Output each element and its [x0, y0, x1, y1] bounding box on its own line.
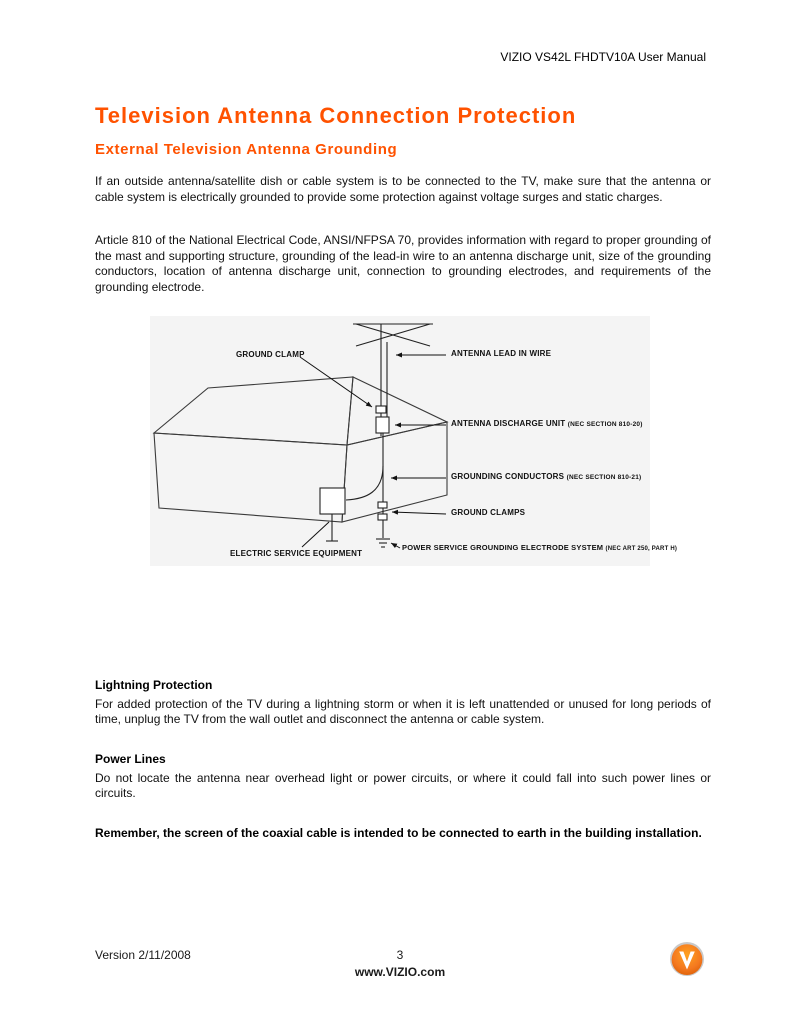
nec-code-paragraph: Article 810 of the National Electrical Code, ANSI/NFPSA 70, provides information with regard to proper grounding of the mast and supporting structure, grounding of the lead-in wire to an antenna discharge unit, size of the grounding conductors, location of antenna discharge unit, connection to grounding electrodes, and requirements of the grounding electrode.: [95, 233, 711, 294]
label-discharge-text: ANTENNA DISCHARGE UNIT: [451, 418, 566, 428]
label-grounding-conductors: [451, 472, 641, 481]
label-antenna-discharge-unit: [451, 419, 643, 428]
vizio-logo-icon: [669, 941, 705, 977]
label-conductors-sub: (NEC SECTION 810-21): [566, 473, 642, 481]
lightning-protection-heading: Lightning Protection: [95, 677, 213, 692]
label-antenna-lead-in-wire: [451, 349, 551, 358]
document-header-title: VIZIO VS42L FHDTV10A User Manual: [500, 50, 706, 64]
label-conductors-text: GROUNDING CONDUCTORS: [451, 471, 565, 481]
label-power-service-sub: (NEC ART 250, PART H): [605, 545, 678, 552]
label-ground-clamp-text: GROUND CLAMP: [236, 349, 305, 359]
intro-paragraph: If an outside antenna/satellite dish or cable system is to be connected to the TV, make sure that the antenna or cable system is electrically grounded to provide some protection against voltage surges and static charges.: [95, 174, 711, 204]
coaxial-cable-note: Remember, the screen of the coaxial cable is intended to be connected to earth in the building installation.: [95, 825, 702, 840]
label-antenna-lead-in-text: ANTENNA LEAD IN WIRE: [451, 348, 552, 358]
label-ground-clamps: [451, 508, 525, 517]
page-number: 3: [396, 948, 404, 962]
grounding-diagram: [150, 316, 678, 566]
label-ground-clamp: [236, 350, 305, 359]
footer-website: www.VIZIO.com: [354, 965, 446, 979]
footer-version: Version 2/11/2008: [95, 948, 191, 962]
label-power-service-grounding: [402, 543, 677, 552]
lightning-protection-paragraph: For added protection of the TV during a lightning storm or when it is left unattended or unused for long periods of time, unplug the TV from the wall outlet and disconnect the antenna or cable system.: [95, 696, 711, 727]
house-antenna-illustration: [150, 316, 650, 566]
page-title: Television Antenna Connection Protection: [95, 103, 577, 128]
section-subtitle: External Television Antenna Grounding: [95, 141, 398, 158]
power-lines-heading: Power Lines: [95, 751, 166, 766]
label-electric-service-text: ELECTRIC SERVICE EQUIPMENT: [230, 548, 363, 558]
page-content: [95, 0, 711, 842]
power-lines-paragraph: Do not locate the antenna near overhead light or power circuits, or where it could fall into such power lines or circuits.: [95, 770, 711, 801]
label-ground-clamps-text: GROUND CLAMPS: [451, 507, 526, 517]
label-discharge-sub: (NEC SECTION 810-20): [567, 420, 643, 428]
label-power-service-text: POWER SERVICE GROUNDING ELECTRODE SYSTEM: [402, 542, 604, 552]
label-electric-service-equipment: [230, 549, 362, 558]
